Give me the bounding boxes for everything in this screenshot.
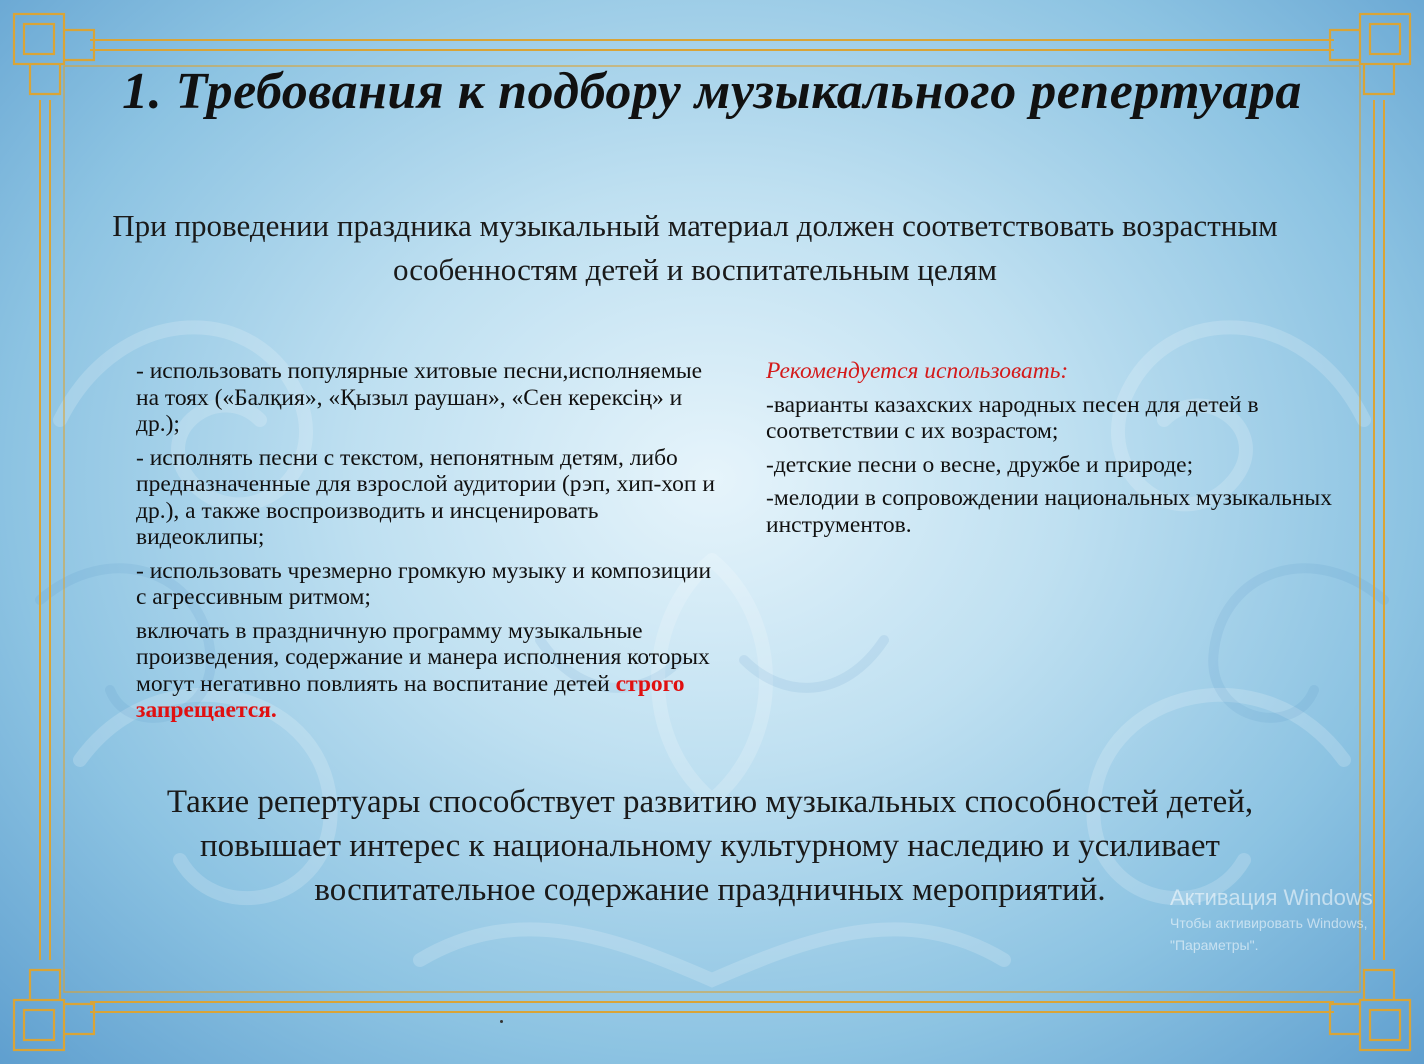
recommended-heading: Рекомендуется использовать: [766, 358, 1069, 384]
list-item: - использовать популярные хитовые песни,исполняемые на тоях («Балқия», «Қызыл раушан», «Сен керексің» и др.); [136, 358, 703, 437]
list-item: -детские песни о весне, дружбе и природе; [766, 451, 1194, 478]
watermark-line: Чтобы активировать Windows, [1170, 915, 1368, 931]
list-item: -мелодии в сопровождении национальных музыкальных инструментов. [766, 485, 1332, 538]
watermark-title: Активация Windows [1170, 885, 1373, 910]
page-title: 1. Требования к подбору музыкального репертуара [122, 63, 1302, 120]
windows-activation-watermark [1170, 884, 1424, 956]
recommended-list [766, 358, 1366, 545]
intro-text: При проведении праздника музыкальный материал должен соответствовать возрастным особенностям детей и воспитательным целям [112, 208, 1278, 287]
list-item-text: включать в праздничную программу музыкальные произведения, содержание и манера исполнения которых могут негативно повлиять на воспитание детей [136, 617, 710, 697]
prohibition-emphasis: строго запрещается. [136, 670, 685, 723]
list-item: - использовать чрезмерно громкую музыку и композиции с агрессивным ритмом; [136, 557, 712, 610]
list-item: - исполнять песни с текстом, непонятным детям, либо предназначенные для взрослой аудитории (рэп, хип-хоп и др.), а также воспроизводить и инсценировать видеоклипы; [136, 444, 715, 550]
conclusion-text: Такие репертуары способствует развитию музыкальных способностей детей, повышает интерес к национальному культурному наследию и усиливает воспитательное содержание праздничных мероприятий. [166, 784, 1254, 908]
watermark-line: "Параметры". [1170, 937, 1259, 953]
list-item [136, 618, 716, 724]
prohibited-list [136, 358, 716, 731]
list-item: -варианты казахских народных песен для детей в соответствии с их возрастом; [766, 391, 1259, 444]
stray-dot [500, 1020, 503, 1023]
